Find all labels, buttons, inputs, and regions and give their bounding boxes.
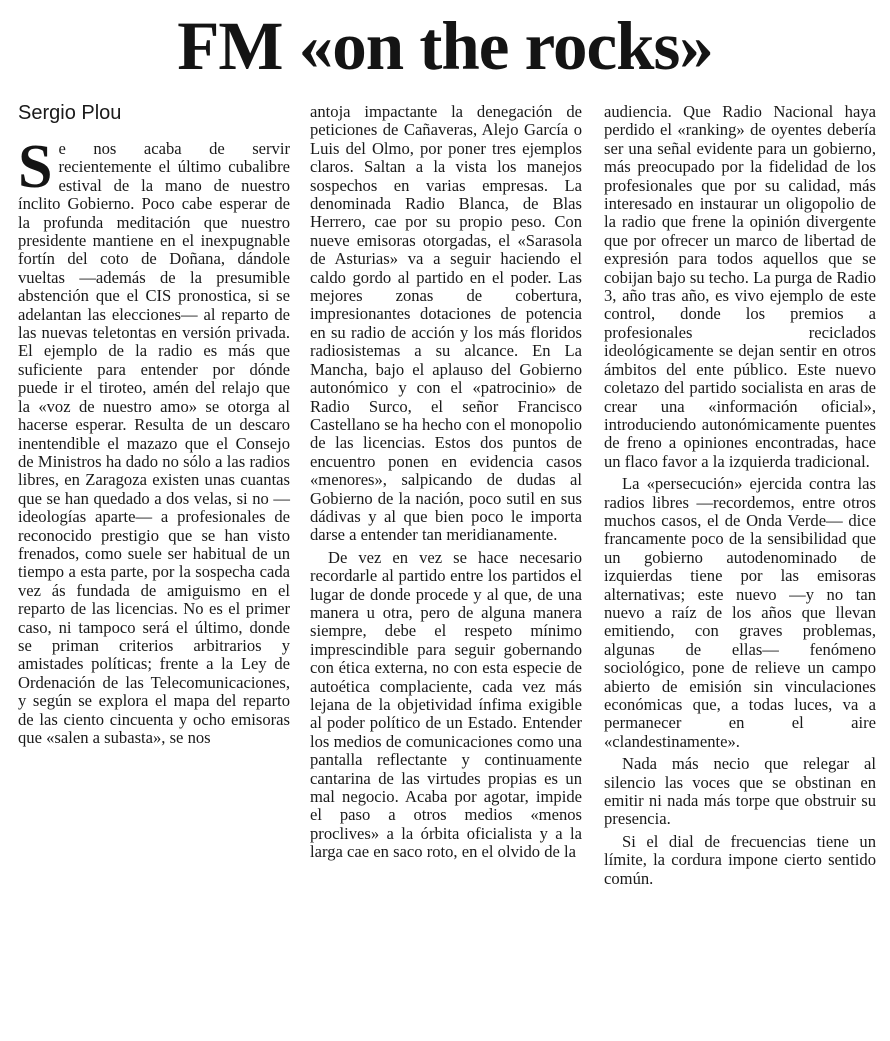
paragraph — [18, 133, 290, 747]
column-1 — [18, 133, 290, 747]
drop-cap: S — [18, 133, 53, 201]
paragraph: De vez en vez se hace necesario recordarle al partido entre los partidos el lugar de donde procede y al que, de una manera u otra, pero de alguna manera siempre, debe el respeto mínimo imprescindible para seguir gobernando con ética externa, no con esta especie de autoética complaciente, cada vez más lejana de la objetividad ínfima exigible al poder político de un Estado. Entender los medios de comunicaciones como una pantalla reflectante y continuamente cantarina de las virtudes propias es un mal negocio. Acaba por agotar, impide el paso a otros medios «menos proclives» a la órbita oficialista y a la larga cae en saco roto, en el olvido de la — [310, 547, 582, 862]
byline: Sergio Plou — [18, 102, 122, 124]
column-3 — [604, 103, 876, 888]
headline: FM «on the rocks» — [177, 8, 713, 84]
paragraph: antoja impactante la denegación de peticiones de Cañaveras, Alejo García o Luis del Olmo, por poner tres ejemplos claros. Saltan a la vista los manejos sospechos en varias empresas. La denominada Radio Blanca, de Blas Herrero, cae por su propio peso. Con nueve emisoras otorgadas, el «Sarasola de Asturias» va a seguir haciendo el caldo gordo al partido en el poder. Las mejores zonas de cobertura, impresionantes dotaciones de potencia en su radio de acción y los más floridos radiosistemas a su alcance. En La Mancha, bajo el aplauso del Gobierno autonómico y con el «patrocinio» de Radio Surco, el señor Francisco Castellano se ha hecho con el monopolio de las licencias. Estos dos puntos de encuentro ponen en evidencia casos «menores», salpicando de dudas al Gobierno de la nación, poco sutil en sus dádivas y al que bien poco le importa darse a entender tan meridianamente. — [310, 102, 582, 545]
column-2 — [310, 103, 582, 862]
paragraph-text: e nos acaba de servir recientemente el último cubalibre estival de la mano de nuestro ínclito Gobierno. Poco cabe esperar de la profunda meditación que nuestro presidente mantiene en el inexpugnable fortín del coto de Doñana, dándole vueltas —además de la presumible abstención que el CIS pronostica, si se adelantan las elecciones— al reparto de las nuevas teletontas en versión privada. El ejemplo de la radio es más que suficiente para entender por dónde puede ir el tiroteo, amén del relajo que la «voz de nuestro amo» se otorga al hacerse esperar. Resulta de un descaro inentendible el mazazo que el Consejo de Ministros ha dado no sólo a las radios libres, en Zaragoza existen unas cuantas que se han quedado a dos velas, si no —ideologías aparte— a profesionales de reconocido prestigio que se han visto frenados, como suele ser habitual de un tiempo a esta parte, por la sospecha cada vez ás fundada de amiguismo en el reparto de las licencias. No es el primer caso, ni tampoco será el último, donde se priman criterios arbitrarios y amistades políticas; frente a la Ley de Ordenación de las Telecomunicaciones, y según se explora el mapa del reparto de las ciento cincuenta y ocho emisoras que «salen a subasta», se nos — [18, 139, 290, 747]
paragraph: audiencia. Que Radio Nacional haya perdido el «ranking» de oyentes debería ser una señal evidente para un gobierno, más preocupado por la fidelidad de los profesionales que por su calidad, más interesado en instaurar un oligopolio de la radio que frene la opinión divergente que por ofrecer un marco de libertad de expresión para todos aquellos que se cobijan bajo su techo. La purga de Radio 3, año tras año, es vivo ejemplo de este control, donde los premios a profesionales reciclados ideológicamente se dejan sentir en otros ámbitos del ente público. Este nuevo coletazo del partido socialista en aras de crear una «información oficial», introduciendo autonómicamente puentes de freno a opiniones encontradas, hace un flaco favor a la izquierda tradicional. — [604, 102, 876, 471]
paragraph: La «persecución» ejercida contra las radios libres —recordemos, entre otros muchos casos, el de Onda Verde— dice francamente poco de la sensibilidad que un gobierno autodenominado de izquierdas tiene por las emisoras alternativas; este nuevo —y no tan nuevo a raíz de los años que llevan emitiendo, con graves problemas, algunas de ellas— fenómeno sociológico, pone de relieve un campo abierto de emisión sin vinculaciones económicas que, a todas luces, va a permanecer en el aire «clandestinamente». — [604, 474, 876, 751]
paragraph: Si el dial de frecuencias tiene un límite, la cordura impone cierto sentido común. — [604, 831, 876, 888]
paragraph: Nada más necio que relegar al silencio las voces que se obstinan en emitir ni nada más torpe que obstruir su presencia. — [604, 754, 876, 829]
